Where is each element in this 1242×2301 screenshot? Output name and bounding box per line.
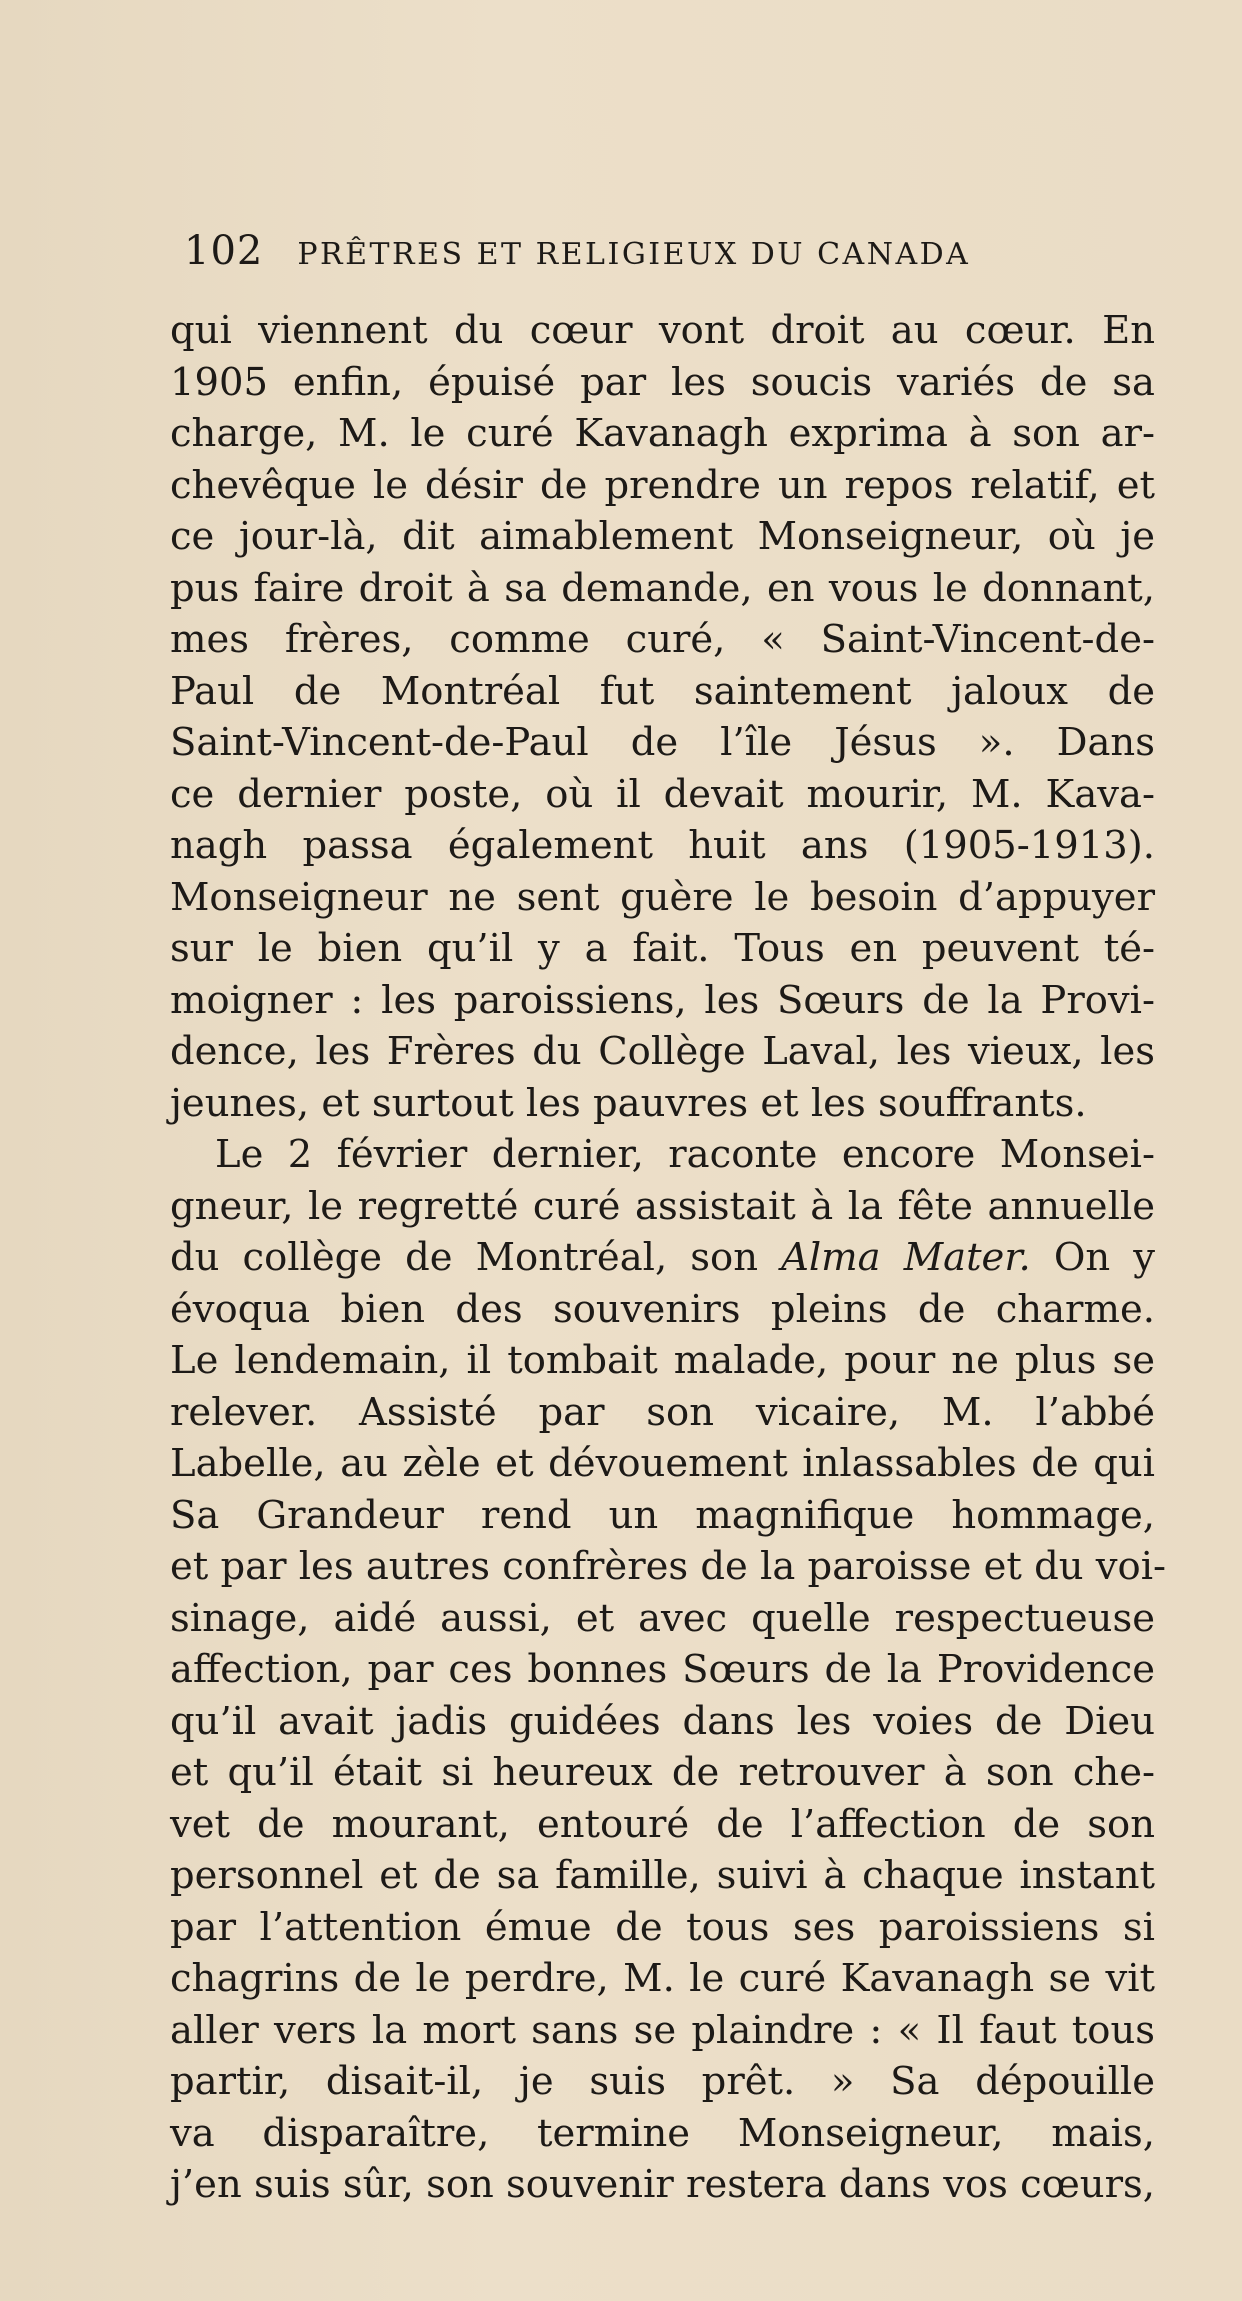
text-line: j’en suis sûr, son souvenir restera dans vos cœurs, <box>170 2162 1155 2207</box>
text-line: pus faire droit à sa demande, en vous le donnant, <box>170 565 1155 611</box>
page-number: 102 <box>184 228 264 274</box>
text-line: ce jour-là, dit aimablement Monseigneur, où je <box>170 514 1155 559</box>
text-span: On y <box>1053 1235 1155 1280</box>
text-line: aller vers la mort sans se plaindre : « Il faut tous <box>170 2007 1155 2053</box>
text-line: évoqua bien des souvenirs pleins de charme. <box>170 1286 1155 1332</box>
page-header <box>184 228 1044 274</box>
text-line: chevêque le désir de prendre un repos relatif, et <box>170 462 1155 508</box>
text-line: partir, disait-il, je suis prêt. » Sa dépouille <box>170 2059 1155 2104</box>
text-line: vet de mourant, entouré de l’affection de son <box>170 1801 1155 1847</box>
text-line: Labelle, au zèle et dévouement inlassables de qui <box>170 1441 1155 1486</box>
text-line: affection, par ces bonnes Sœurs de la Providence <box>170 1647 1155 1692</box>
text-line: personnel et de sa famille, suivi à chaque instant <box>170 1853 1155 1898</box>
body-text <box>170 305 1167 2211</box>
text-line: va disparaître, termine Monseigneur, mais, <box>170 2110 1155 2156</box>
text-line: chagrins de le perdre, M. le curé Kavanagh se vit <box>170 1956 1155 2001</box>
text-line: ce dernier poste, où il devait mourir, M. Kava- <box>170 771 1155 817</box>
text-line: qu’il avait jadis guidées dans les voies de Dieu <box>170 1698 1155 1744</box>
text-line: Sa Grandeur rend un magnifique hommage, <box>170 1492 1155 1538</box>
text-span: du collège de Montréal, son <box>170 1235 758 1280</box>
text-line: qui viennent du cœur vont droit au cœur. En <box>170 308 1155 353</box>
text-line: Monseigneur ne sent guère le besoin d’appuyer <box>170 874 1155 920</box>
text-line: mes frères, comme curé, « Saint-Vincent-de- <box>170 617 1155 662</box>
text-line: dence, les Frères du Collège Laval, les vieux, les <box>170 1029 1155 1074</box>
text-line: 1905 enfin, épuisé par les soucis variés de sa <box>170 359 1155 405</box>
running-title: PRÊTRES ET RELIGIEUX DU CANADA <box>297 237 971 272</box>
paragraph-start-line: Le 2 février dernier, raconte encore Monsei- <box>215 1132 1155 1177</box>
text-line: sur le bien qu’il y a fait. Tous en peuvent té- <box>170 926 1155 971</box>
text-line: et qu’il était si heureux de retrouver à son che- <box>170 1750 1155 1795</box>
text-line: gneur, le regretté curé assistait à la fête annuelle <box>170 1183 1155 1229</box>
italic-title: Alma Mater. <box>781 1235 1031 1280</box>
text-line-with-italic <box>170 1232 1155 1284</box>
text-line: et par les autres confrères de la paroisse et du voi- <box>170 1544 1167 1589</box>
paragraph-end-line: jeunes, et surtout les pauvres et les souffrants. <box>170 1080 1087 1126</box>
text-line: nagh passa également huit ans (1905-1913). <box>170 823 1155 868</box>
text-line: relever. Assisté par son vicaire, M. l’abbé <box>170 1389 1155 1435</box>
text-line: sinage, aidé aussi, et avec quelle respectueuse <box>170 1595 1155 1641</box>
text-line: Le lendemain, il tombait malade, pour ne plus se <box>170 1338 1155 1383</box>
text-line: Saint-Vincent-de-Paul de l’île Jésus ». Dans <box>170 720 1155 765</box>
text-line: moigner : les paroissiens, les Sœurs de la Provi- <box>170 977 1155 1023</box>
text-line: Paul de Montréal fut saintement jaloux de <box>170 668 1155 714</box>
text-line: charge, M. le curé Kavanagh exprima à son ar- <box>170 411 1155 456</box>
text-line: par l’attention émue de tous ses paroissiens si <box>170 1904 1155 1950</box>
